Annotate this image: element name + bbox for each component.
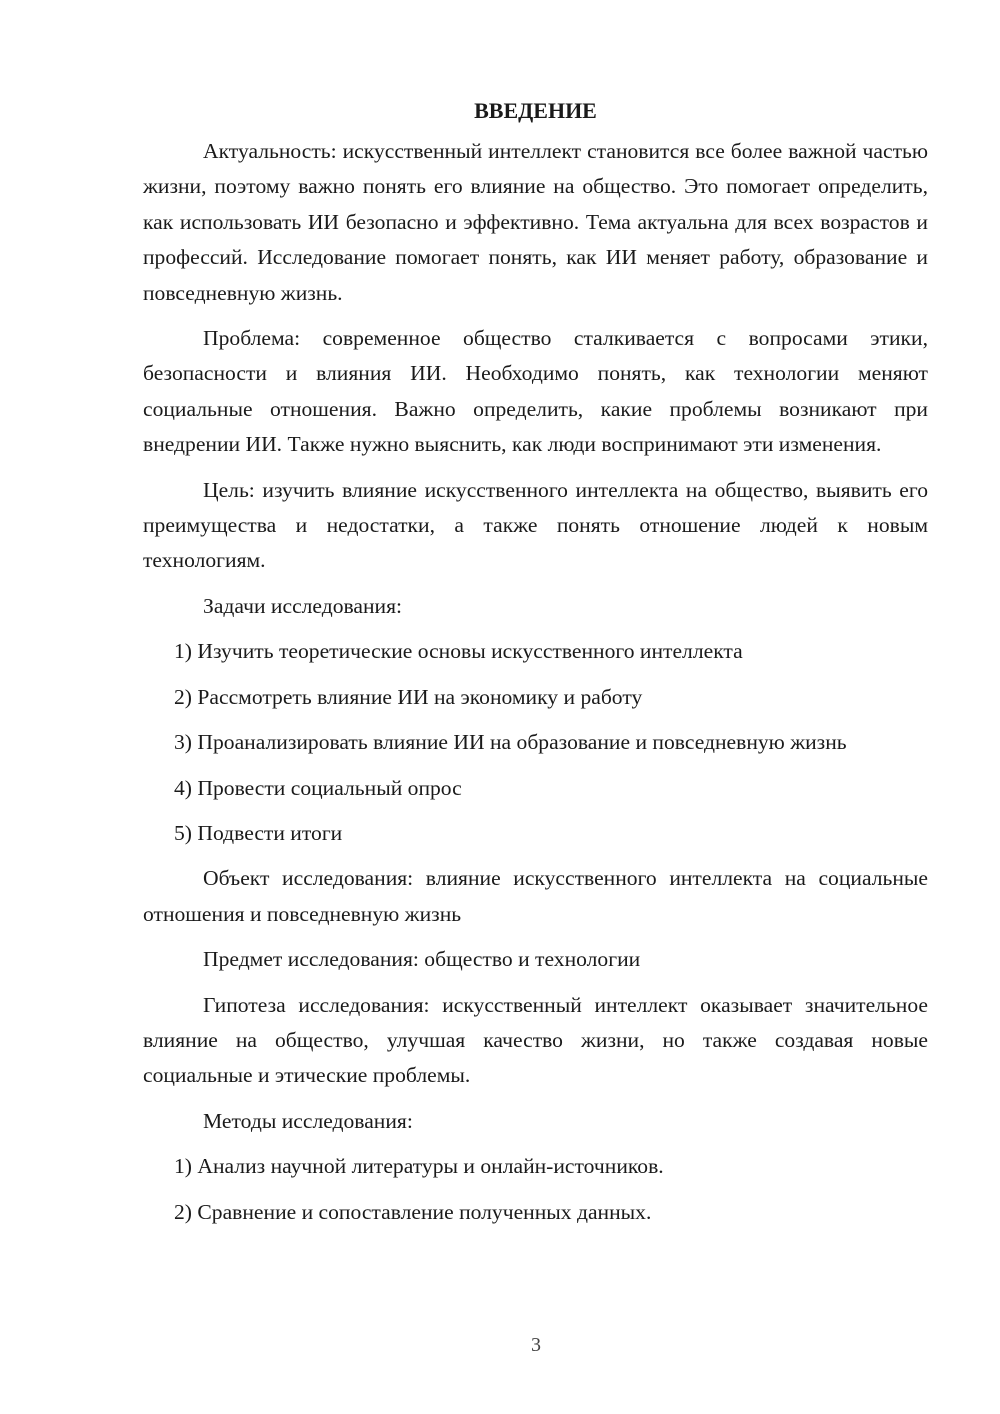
- paragraph-problem: Проблема: современное общество сталкивается с вопросами этики, безопасности и влияния ИИ. Необходимо понять, как технологии меняют социальные отношения. Важно определить, какие проблемы возникают при внедрении ИИ. Также нужно выяснить, как люди воспринимают эти изменения.: [143, 326, 928, 457]
- paragraph-goal: Цель: изучить влияние искусственного интеллекта на общество, выявить его преимущества и недостатки, а также понять отношение людей к новым технологиям.: [143, 477, 928, 573]
- page-number: 3: [531, 1334, 541, 1356]
- list-item: 2) Сравнение и сопоставление полученных данных.: [174, 1199, 652, 1224]
- paragraph-methods-heading: Методы исследования:: [203, 1108, 413, 1133]
- paragraph-hypothesis: Гипотеза исследования: искусственный интеллект оказывает значительное влияние на общество, улучшая качество жизни, но также создавая новые социальные и этические проблемы.: [143, 992, 928, 1088]
- list-item: 2) Рассмотреть влияние ИИ на экономику и работу: [174, 684, 643, 709]
- list-item: 3) Проанализировать влияние ИИ на образование и повседневную жизнь: [174, 730, 847, 755]
- paragraph-relevance: Актуальность: искусственный интеллект становится все более важной частью жизни, поэтому важно понять его влияние на общество. Это помогает определить, как использовать ИИ безопасно и эффективно. Тема актуальна для всех возрастов и профессий. Исследование помогает понять, как ИИ меняет работу, образование и повседневную жизнь.: [143, 139, 928, 305]
- list-item: 4) Провести социальный опрос: [174, 775, 462, 800]
- section-heading: ВВЕДЕНИЕ: [474, 98, 597, 123]
- paragraph-tasks-heading: Задачи исследования:: [203, 593, 403, 618]
- list-item: 1) Анализ научной литературы и онлайн-источников.: [174, 1154, 664, 1179]
- paragraph-object: Объект исследования: влияние искусственного интеллекта на социальные отношения и повседневную жизнь: [143, 866, 928, 926]
- paragraph-subject: Предмет исследования: общество и технологии: [203, 947, 641, 972]
- list-item: 1) Изучить теоретические основы искусственного интеллекта: [174, 639, 743, 664]
- list-item: 5) Подвести итоги: [174, 820, 343, 845]
- document-page: [143, 88, 928, 1240]
